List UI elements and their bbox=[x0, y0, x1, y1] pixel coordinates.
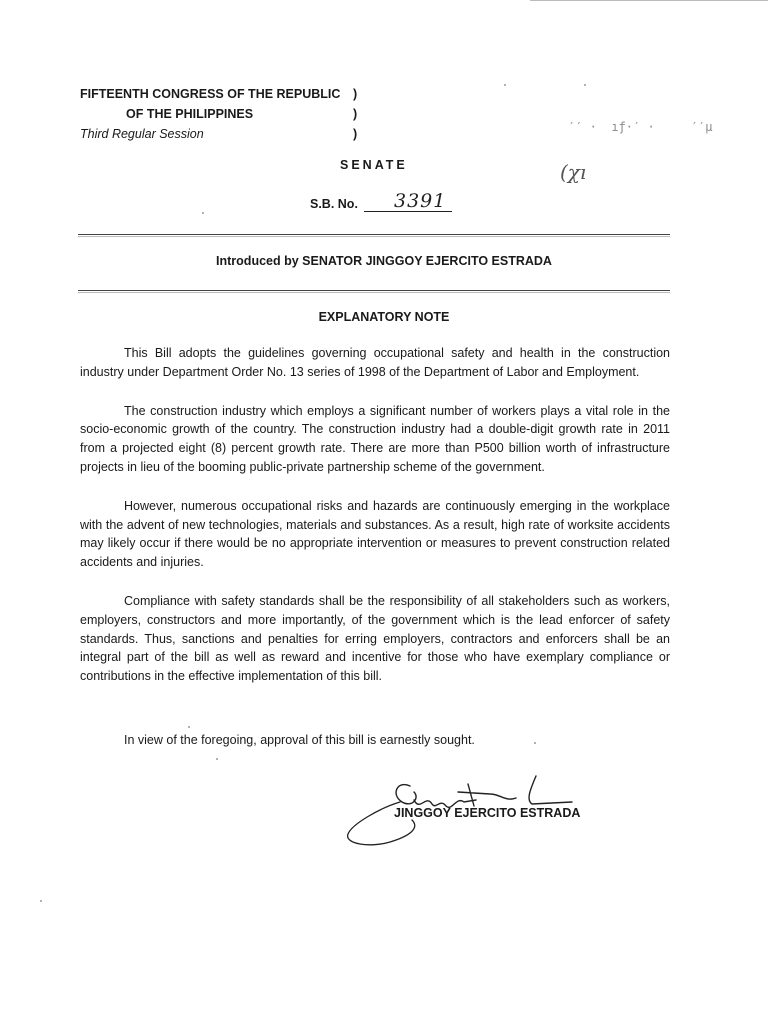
session-label: Third Regular Session bbox=[80, 127, 204, 141]
note-title: EXPLANATORY NOTE bbox=[318, 310, 450, 324]
congress-country: OF THE PHILIPPINES bbox=[126, 107, 254, 121]
scan-speck bbox=[216, 758, 218, 760]
paragraph: However, numerous occupational risks and hazards are continuously emerging in the workplace with the advent of new technologies, materials and substances. As a result, high rate of worksite accidents may likely occur if there would be no appropriate intervention or measures to prevent construction related accidents and injuries. bbox=[80, 498, 670, 570]
bill-number: 3391 bbox=[394, 190, 447, 212]
paragraph: Compliance with safety standards shall be the responsibility of all stakeholders such as workers, employers, constructors and more importantly, of the government which is the lead enforcer of safety standards. Thus, sanctions and penalties for erring employers, contractors and enforcers shall be an integral part of the bill as well as reward and incentive for those who have exemplary compliance or contributions in the effective implementation of this bill. bbox=[80, 593, 670, 684]
scan-speck bbox=[202, 212, 204, 214]
scan-speck bbox=[504, 84, 506, 86]
chamber-title: SENATE bbox=[340, 158, 408, 172]
signatory-name: JINGGOY EJERCITO ESTRADA bbox=[394, 806, 581, 820]
divider bbox=[78, 290, 670, 291]
paragraph: This Bill adopts the guidelines governing occupational safety and health in the construction industry under Department Order No. 13 series of 1998 of the Department of Labor and Employment. bbox=[80, 346, 670, 379]
congress-header bbox=[80, 84, 380, 144]
closing-sentence: In view of the foregoing, approval of this bill is earnestly sought. bbox=[124, 733, 475, 747]
bill-number-label: S.B. No. bbox=[310, 197, 358, 211]
received-stamp: ′′ · ıƒ·′ · ′′µ bbox=[568, 120, 713, 134]
introduced-by: Introduced by SENATOR JINGGOY EJERCITO ESTRADA bbox=[216, 254, 552, 268]
scan-speck bbox=[40, 900, 42, 902]
divider bbox=[78, 234, 670, 235]
note-body bbox=[80, 344, 670, 706]
congress-title: FIFTEENTH CONGRESS OF THE REPUBLIC bbox=[80, 87, 341, 101]
scan-speck bbox=[584, 84, 586, 86]
scan-speck bbox=[188, 726, 190, 728]
bracket: ) bbox=[353, 127, 358, 141]
paragraph: The construction industry which employs a significant number of workers plays a vital role in the socio-economic growth of the country. The construction industry had a double-digit growth rate in 2011 from a projected eight (8) percent growth rate. There are more than P500 billion worth of infrastructure projects in lieu of the booming public-private partnership scheme of the government. bbox=[80, 403, 670, 474]
bracket: ) bbox=[353, 87, 358, 101]
scan-speck bbox=[534, 742, 536, 744]
scan-edge-line bbox=[530, 0, 768, 1]
header-brackets bbox=[353, 84, 357, 144]
handwritten-mark: (χı bbox=[560, 160, 587, 184]
bracket: ) bbox=[353, 107, 358, 121]
